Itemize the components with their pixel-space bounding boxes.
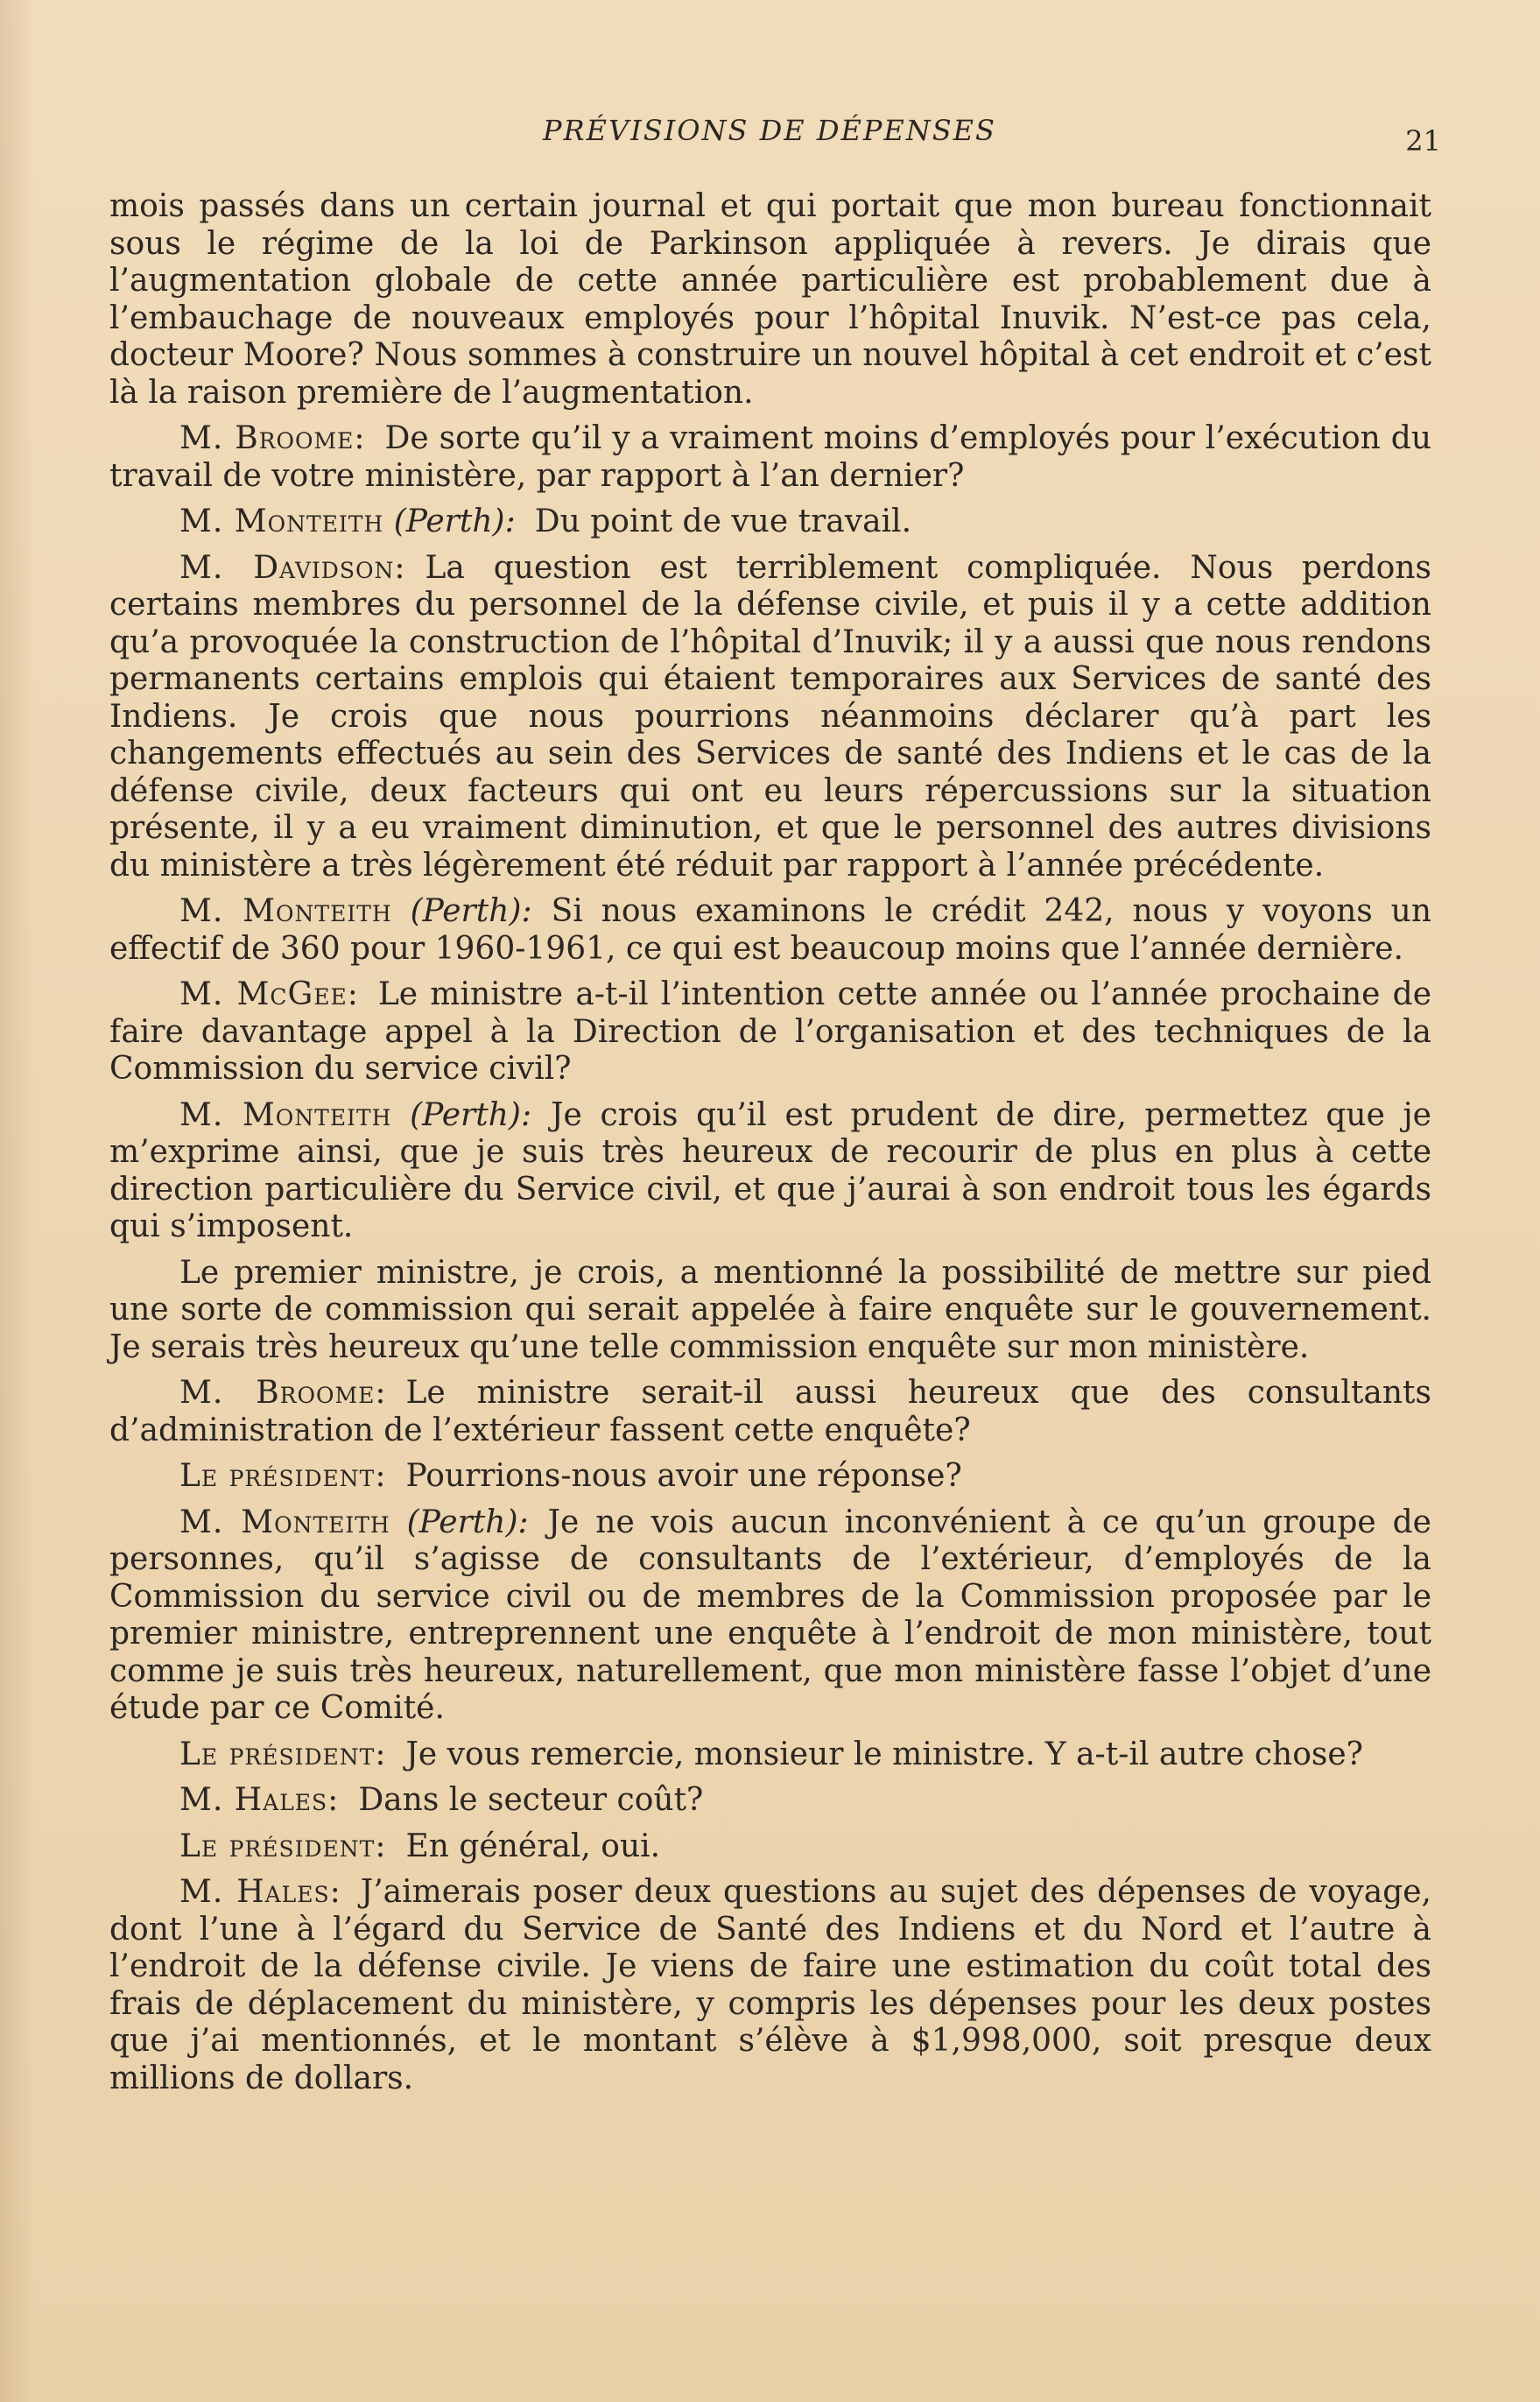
- paragraph: [109, 1874, 1431, 2097]
- speaker-name: Le président:: [179, 1736, 387, 1772]
- speaker-name: M. Broome:: [179, 1375, 387, 1411]
- paragraph-text: Le ministre serait-il aussi heureux que des consultants d’administration de l’extérieur fassent cette enquête?: [109, 1375, 1431, 1448]
- speaker-name: M. Monteith: [179, 893, 392, 929]
- paragraph: [109, 1255, 1431, 1367]
- paragraph-text: De sorte qu’il y a vraiment moins d’employés pour l’exécution du travail de votre ministère, par rapport à l’an dernier?: [109, 420, 1431, 494]
- paragraph-text: mois passés dans un certain journal et qui portait que mon bureau fonctionnait sous le régime de la loi de Parkinson appliquée à revers. Je dirais que l’augmentation globale de cette année particulière est probablement due à l’embauchage de nouveaux employés pour l’hôpital Inuvik. N’est-ce pas cela, docteur Moore? Nous sommes à construire un nouvel hôpital à cet endroit et c’est là la raison première de l’augmentation.: [109, 188, 1431, 411]
- paragraph-text: Pourrions-nous avoir une réponse?: [405, 1458, 962, 1494]
- speaker-name: Le président:: [179, 1828, 387, 1864]
- paragraph: [109, 550, 1431, 885]
- speaker-name: M. Monteith: [179, 504, 384, 539]
- speaker-name: M. Broome:: [179, 420, 366, 456]
- speaker-name: M. Hales:: [179, 1874, 341, 1910]
- paragraph: [109, 504, 1431, 541]
- paragraph-text: Je ne vois aucun inconvénient à ce qu’un groupe de personnes, qu’il s’agisse de consultants de l’extérieur, d’employés de la Commission du service civil ou de membres de la Commission proposée par le premier ministre, entreprennent une enquête à l’endroit de mon ministère, tout comme je suis très heureux, naturellement, que mon ministère fasse l’objet d’une étude par ce Comité.: [109, 1504, 1431, 1726]
- paragraph-text: Je crois qu’il est prudent de dire, permettez que je m’exprime ainsi, que je suis très heureux de recourir de plus en plus à cette direction particulière du Service civil, et que j’aurai à son endroit tous les égards qui s’imposent.: [109, 1096, 1431, 1244]
- paragraph: [109, 420, 1431, 495]
- paragraph-text: J’aimerais poser deux questions au sujet des dépenses de voyage, dont l’une à l’égard du Service de Santé des Indiens et du Nord et l’autre à l’endroit de la défense civile. Je viens de faire une estimation du coût total des frais de déplacement du ministère, y compris les dépenses pour les deux postes que j’ai mentionnés, et le montant s’élève à $1,998,000, soit presque deux millions de dollars.: [109, 1874, 1431, 2096]
- page-number: 21: [1405, 124, 1441, 158]
- paragraph-text: En général, oui.: [405, 1828, 661, 1864]
- speaker-riding: (Perth):: [406, 1504, 529, 1540]
- paragraph-text: Du point de vue travail.: [534, 504, 912, 539]
- paragraph: [109, 188, 1431, 412]
- paragraph: [109, 1097, 1431, 1246]
- paragraph-text: Je vous remercie, monsieur le ministre. Y a-t-il autre chose?: [405, 1736, 1363, 1772]
- paragraph-text: Le premier ministre, je crois, a mentionné la possibilité de mettre sur pied une sorte de commission qui serait appelée à faire enquête sur le gouvernement. Je serais très heureux qu’une telle commission enquête sur mon ministère.: [109, 1254, 1431, 1365]
- speaker-name: M. Davidson:: [179, 549, 406, 586]
- speaker-name: Le président:: [179, 1458, 387, 1494]
- paragraph: [109, 1782, 1431, 1820]
- paragraph: [109, 1458, 1431, 1496]
- paragraph-text: Dans le secteur coût?: [358, 1782, 704, 1818]
- speaker-name: M. Monteith: [179, 1096, 392, 1133]
- speaker-riding: (Perth):: [410, 893, 532, 929]
- speaker-name: M. Hales:: [179, 1782, 340, 1818]
- paragraph: [109, 893, 1431, 968]
- transcript-body: [109, 188, 1431, 2106]
- speaker-riding: (Perth):: [410, 1096, 532, 1133]
- speaker-riding: (Perth):: [393, 504, 516, 539]
- speaker-name: M. Monteith: [179, 1504, 390, 1540]
- speaker-name: M. McGee:: [179, 976, 359, 1012]
- paragraph: [109, 1504, 1431, 1728]
- paragraph: [109, 976, 1431, 1088]
- paragraph-text: La question est terriblement compliquée. Nous perdons certains membres du personnel de la défense civile, et puis il y a cette addition qu’a provoquée la construction de l’hôpital d’Inuvik; il y a aussi que nous rendons permanents certains emplois qui étaient temporaires aux Services de santé des Indiens. Je crois que nous pourrions néanmoins déclarer qu’à part les changements effectués au sein des Services de santé des Indiens et le cas de la défense civile, deux facteurs qui ont eu leurs répercussions sur la situation présente, il y a eu vraiment diminution, et que le personnel des autres divisions du ministère a très légèrement été réduit par rapport à l’année précédente.: [109, 549, 1431, 884]
- paragraph-text: Si nous examinons le crédit 242, nous y voyons un effectif de 360 pour 1960-1961, ce qui est beaucoup moins que l’année dernière.: [109, 893, 1432, 967]
- paragraph: [109, 1736, 1431, 1774]
- paragraph: [109, 1375, 1431, 1449]
- paragraph-text: Le ministre a-t-il l’intention cette année ou l’année prochaine de faire davantage appel à la Direction de l’organisation et des techniques de la Commission du service civil?: [109, 976, 1431, 1087]
- running-title: PRÉVISIONS DE DÉPENSES: [543, 114, 996, 147]
- paragraph: [109, 1828, 1431, 1866]
- page-header: [0, 114, 1540, 166]
